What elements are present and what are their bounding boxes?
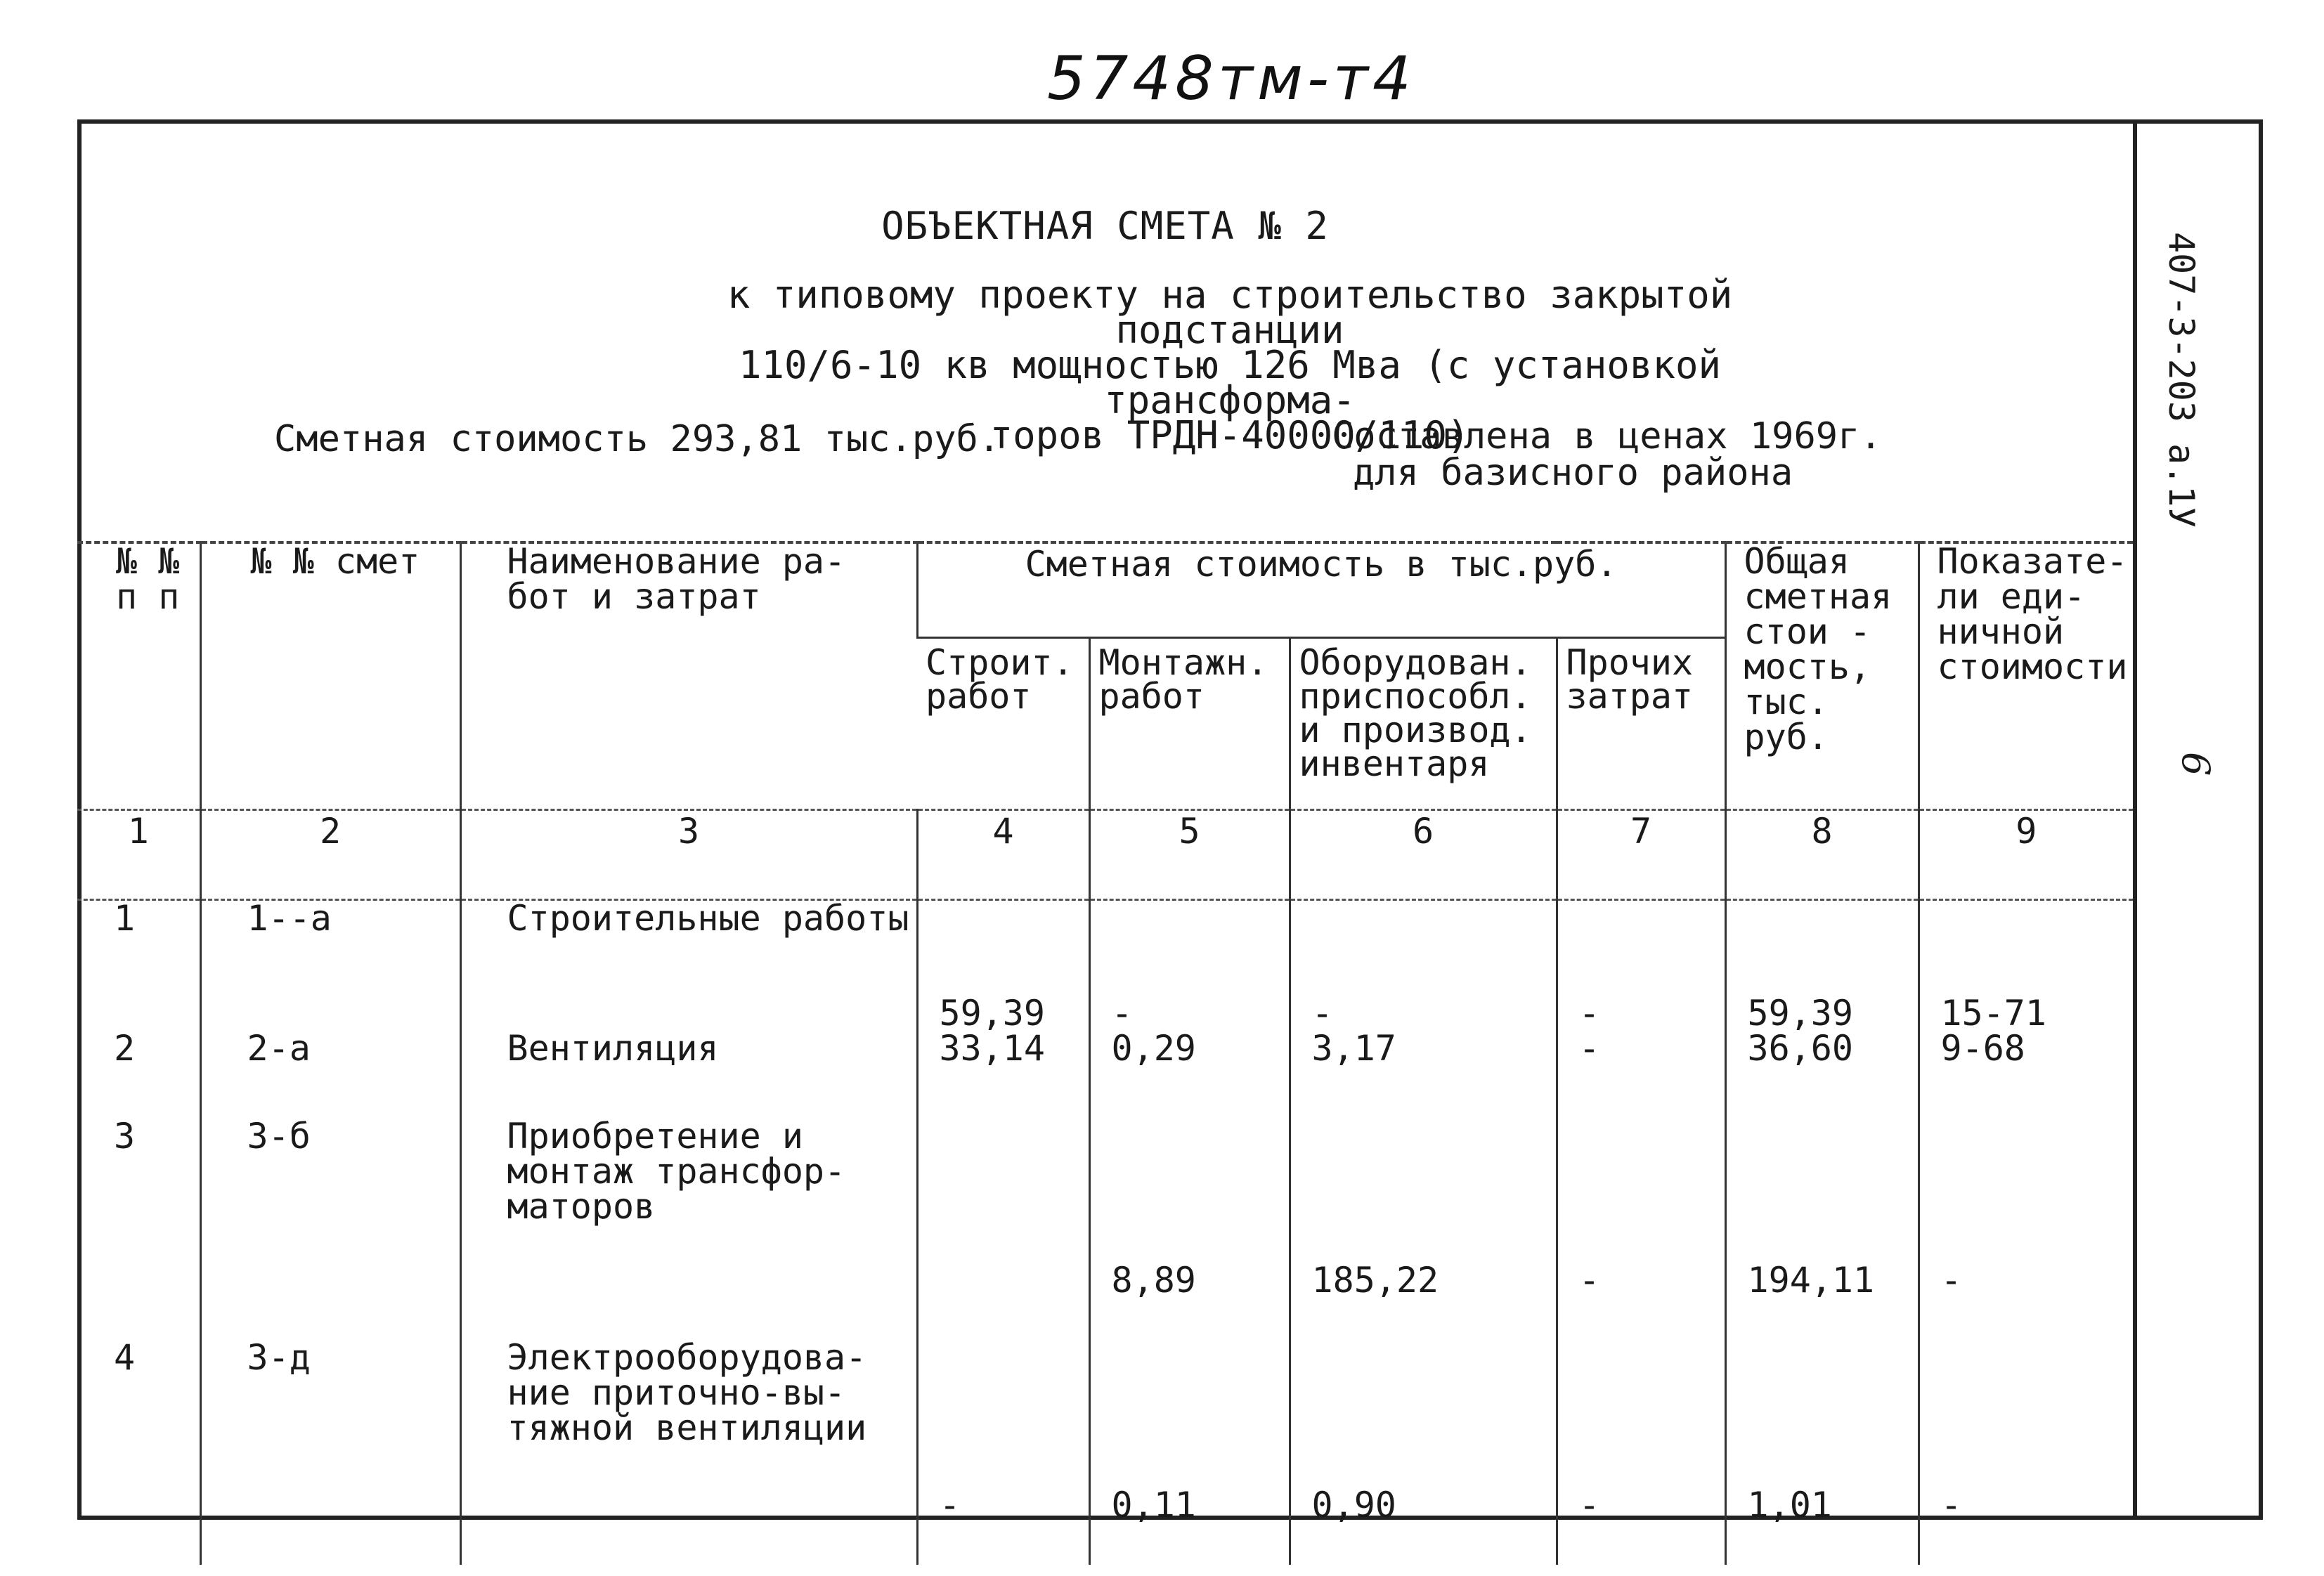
row-number: 2 (114, 1027, 136, 1069)
work-name: Приобретение и монтаж трансфор- маторов (460, 1119, 917, 1340)
equipment-cost: 0,90 (1290, 1340, 1557, 1565)
column-number: 9 (1919, 809, 2133, 899)
unit-indicator: - (1919, 1119, 2133, 1340)
construction-cost: 33,14 (917, 1031, 1089, 1119)
smeta-number: 2-а (200, 1031, 460, 1119)
column-number: 3 (460, 809, 917, 899)
total-cost: 194,11 (1725, 1119, 1919, 1340)
smeta-number: 3-б (200, 1119, 460, 1340)
construction-cost: - (917, 1340, 1089, 1565)
table-row (77, 1031, 2133, 1119)
column-number: 8 (1725, 809, 1919, 899)
handwritten-code: 5748тм-т4 (1047, 44, 1415, 114)
page-number: 9 (2175, 752, 2219, 776)
header-smeta-number: № № смет (200, 542, 460, 809)
row-number: 3 (114, 1115, 136, 1157)
prices-line-1: Составлена в ценах 1969г. (1332, 415, 1882, 457)
header-unit-indicators: Показате- ли еди- ничной стоимости (1919, 542, 2133, 809)
installation-cost: 0,29 (1089, 1031, 1290, 1119)
prices-note (1332, 415, 1882, 494)
subtitle-line-2: 110/6-10 кв мощностью 126 Мва (с установкой трансформа- (739, 343, 1721, 422)
other-cost: - (1557, 1031, 1725, 1119)
other-cost: - (1557, 1340, 1725, 1565)
header-row-number: № № п п (77, 542, 200, 809)
total-cost: 1,01 (1725, 1340, 1919, 1565)
installation-cost: - (1089, 899, 1290, 1031)
construction-cost: 59,39 (917, 899, 1089, 1031)
row-number: 1 (114, 897, 136, 939)
unit-indicator: 15-71 (1919, 899, 2133, 1031)
column-number: 6 (1290, 809, 1557, 899)
header-equipment: Оборудован. приспособл. и производ. инвентаря (1290, 637, 1557, 809)
header-installation: Монтажн. работ (1089, 637, 1290, 809)
work-name: Строительные работы (460, 899, 917, 1031)
subtitle-line-3: торов ТРДН-40000/110) (989, 413, 1470, 457)
page-title: ОБЪЕКТНАЯ СМЕТА № 2 (881, 204, 1329, 248)
total-cost: 36,60 (1725, 1031, 1919, 1119)
other-cost: - (1557, 1119, 1725, 1340)
total-cost: 59,39 (1725, 899, 1919, 1031)
estimate-table (77, 541, 2133, 1565)
table-row (77, 899, 2133, 1031)
column-number: 5 (1089, 809, 1290, 899)
column-number: 2 (200, 809, 460, 899)
unit-indicator: - (1919, 1340, 2133, 1565)
installation-cost: 0,11 (1089, 1340, 1290, 1565)
header-total-cost: Общая сметная стои - мость, тыс. руб. (1725, 542, 1919, 809)
work-name: Вентиляция (460, 1031, 917, 1119)
subtitle-line-1: к типовому проекту на строительство закрытой подстанции (727, 273, 1733, 352)
work-name: Электрооборудова- ние приточно-вы- тяжной вентиляции (460, 1340, 917, 1565)
smeta-number: 1--а (200, 899, 460, 1031)
row-number: 4 (114, 1336, 136, 1378)
header-work-name: Наименование ра- бот и затрат (460, 542, 917, 809)
column-number: 4 (917, 809, 1089, 899)
prices-line-2: для базисного района (1353, 452, 1793, 494)
header-cost-group: Сметная стоимость в тыс.руб. (917, 542, 1725, 637)
header-construction: Строит. работ (917, 637, 1089, 809)
column-number: 1 (77, 809, 200, 899)
header-other: Прочих затрат (1557, 637, 1725, 809)
equipment-cost: 185,22 (1290, 1119, 1557, 1340)
other-cost: - (1557, 899, 1725, 1031)
estimated-cost: Сметная стоимость 293,81 тыс.руб. (274, 418, 1001, 460)
equipment-cost: 3,17 (1290, 1031, 1557, 1119)
column-number: 7 (1557, 809, 1725, 899)
installation-cost: 8,89 (1089, 1119, 1290, 1340)
unit-indicator: 9-68 (1919, 1031, 2133, 1119)
table-row (77, 1119, 2133, 1340)
construction-cost (917, 1119, 1089, 1340)
table-row (77, 1340, 2133, 1565)
equipment-cost: - (1290, 899, 1557, 1031)
smeta-number: 3-д (200, 1340, 460, 1565)
side-document-code: 407-3-203 а.1У (2161, 232, 2202, 528)
